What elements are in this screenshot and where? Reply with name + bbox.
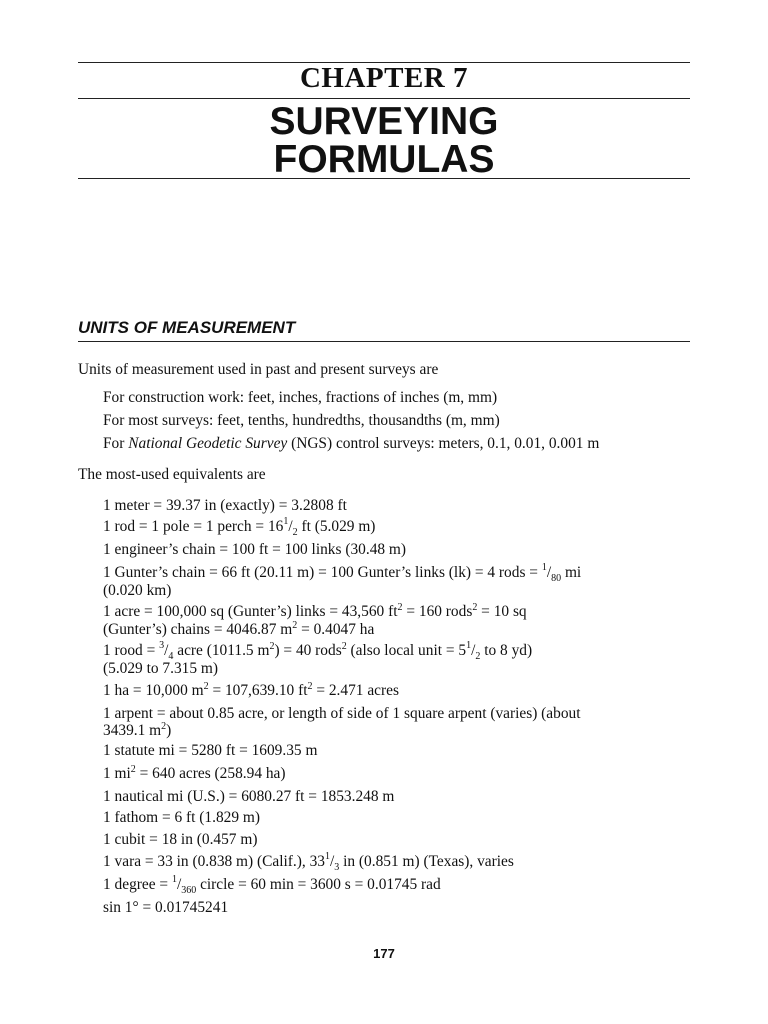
equiv-rod-text-2: ft (5.029 m) [297,518,376,535]
equiv-rod [103,515,376,539]
frac-den: 2 [292,527,298,539]
use-most-surveys: For most surveys: feet, tenths, hundredths, thousandths (m, mm) [103,412,500,429]
equiv-arpent-line2 [103,722,171,740]
use-ngs [103,435,599,453]
equiv-cubit: 1 cubit = 18 in (0.457 m) [103,831,258,848]
superscript: 2 [307,680,313,692]
equiv-acre-line2 [103,621,374,639]
section-rule [78,341,690,342]
ngs-italic: National Geodetic Survey [128,435,288,452]
chapter-label: CHAPTER 7 [299,62,469,94]
acre-line2-text: (Gunter’s) chains = 4046.87 m [103,621,293,638]
rood-text: 1 rood = [103,642,160,659]
equivalents-intro: The most-used equivalents are [78,466,266,483]
ha-text: 1 ha = 10,000 m [103,682,204,699]
equiv-hectare [103,682,399,700]
frac-num: 1 [466,639,472,651]
title-rule [78,178,690,179]
chapter-title-line-2: FORMULAS [273,138,495,181]
equiv-vara [103,850,514,874]
equiv-fathom: 1 fathom = 6 ft (1.829 m) [103,809,261,826]
vara-text-2: in (0.851 m) (Texas), varies [339,853,514,870]
fraction: $^1/_{360}$ [171,873,197,897]
equiv-nautical-mile: 1 nautical mi (U.S.) = 6080.27 ft = 1853.248 m [103,788,395,805]
frac-num: 1 [541,561,547,573]
mi2-text-2: = 640 acres (258.94 ha) [135,765,286,782]
ha-text-3: = 2.471 acres [312,682,399,699]
equiv-arpent: 1 arpent = about 0.85 acre, or length of side of 1 square arpent (varies) (about [103,705,581,722]
rood-text-3: ) = 40 rods [274,642,342,659]
fraction: $^1/_3$ [324,850,340,874]
degree-text: 1 degree = [103,876,172,893]
chapter-rule [78,98,690,99]
intro-text: Units of measurement used in past and present surveys are [78,361,439,378]
chapter-title-line-1: SURVEYING [269,100,499,143]
superscript: 2 [292,619,298,631]
frac-num: 1 [283,515,289,527]
equiv-statute-mile: 1 statute mi = 5280 ft = 1609.35 m [103,742,318,759]
vara-text: 1 vara = 33 in (0.838 m) (Calif.), 33 [103,853,325,870]
equiv-rood-line2: (5.029 to 7.315 m) [103,660,218,677]
gunter-text-2: mi [561,564,582,581]
equiv-acre [103,603,527,621]
arpent-line2-text: 3439.1 m [103,722,162,739]
equiv-rood [103,639,533,663]
mi2-text: 1 mi [103,765,131,782]
degree-text-2: circle = 60 min = 3600 s = 0.01745 rad [196,876,441,893]
section-heading: UNITS OF MEASUREMENT [78,318,296,337]
acre-text: 1 acre = 100,000 sq (Gunter’s) links = 43,560 ft [103,603,398,620]
equiv-gunters-chain [103,561,582,585]
fraction: $^1/_{80}$ [541,561,562,585]
superscript: 2 [130,763,136,775]
arpent-line2-text-2: ) [166,722,172,739]
equiv-rod-text: 1 rod = 1 pole = 1 perch = 16 [103,518,284,535]
superscript: 2 [397,601,403,613]
rood-text-2: acre (1011.5 m [173,642,270,659]
equiv-degree [103,873,441,897]
acre-text-2: = 160 rods [402,603,473,620]
equiv-engineers-chain: 1 engineer’s chain = 100 ft = 100 links (30.48 m) [103,541,407,558]
fraction: $^1/_2$ [466,639,481,663]
fraction: $^3/_4$ [159,639,174,663]
superscript: 2 [203,680,209,692]
gunter-text: 1 Gunter’s chain = 66 ft (20.11 m) = 100 Gunter’s links (lk) = 4 rods = [103,564,542,581]
frac-den: 80 [551,573,562,585]
acre-text-3: = 10 sq [477,603,527,620]
rood-text-5: to 8 yd) [480,642,533,659]
frac-num: 1 [324,850,330,862]
superscript: 2 [472,601,478,613]
frac-den: 4 [168,651,174,663]
ha-text-2: = 107,639.10 ft [208,682,308,699]
equiv-meter: 1 meter = 39.37 in (exactly) = 3.2808 ft [103,497,347,514]
superscript: 2 [269,640,275,652]
equiv-sine: sin 1° = 0.01745241 [103,899,229,916]
equiv-square-mile [103,765,286,783]
fraction: $^1/_2$ [283,515,298,539]
superscript: 2 [341,640,347,652]
frac-den: 2 [475,651,481,663]
use-construction: For construction work: feet, inches, fractions of inches (m, mm) [103,389,498,406]
frac-num: 3 [159,639,165,651]
page-number: 177 [373,946,395,961]
rood-text-4: (also local unit = 5 [346,642,467,659]
ngs-post: (NGS) control surveys: meters, 0.1, 0.01, 0.001 m [287,435,600,452]
acre-line2-text-2: = 0.4047 ha [297,621,375,638]
frac-den: 3 [334,862,340,874]
frac-num: 1 [171,873,177,885]
ngs-pre: For [103,435,129,452]
frac-den: 360 [181,885,197,897]
equiv-gunters-chain-line2: (0.020 km) [103,582,172,599]
superscript: 2 [161,720,167,732]
